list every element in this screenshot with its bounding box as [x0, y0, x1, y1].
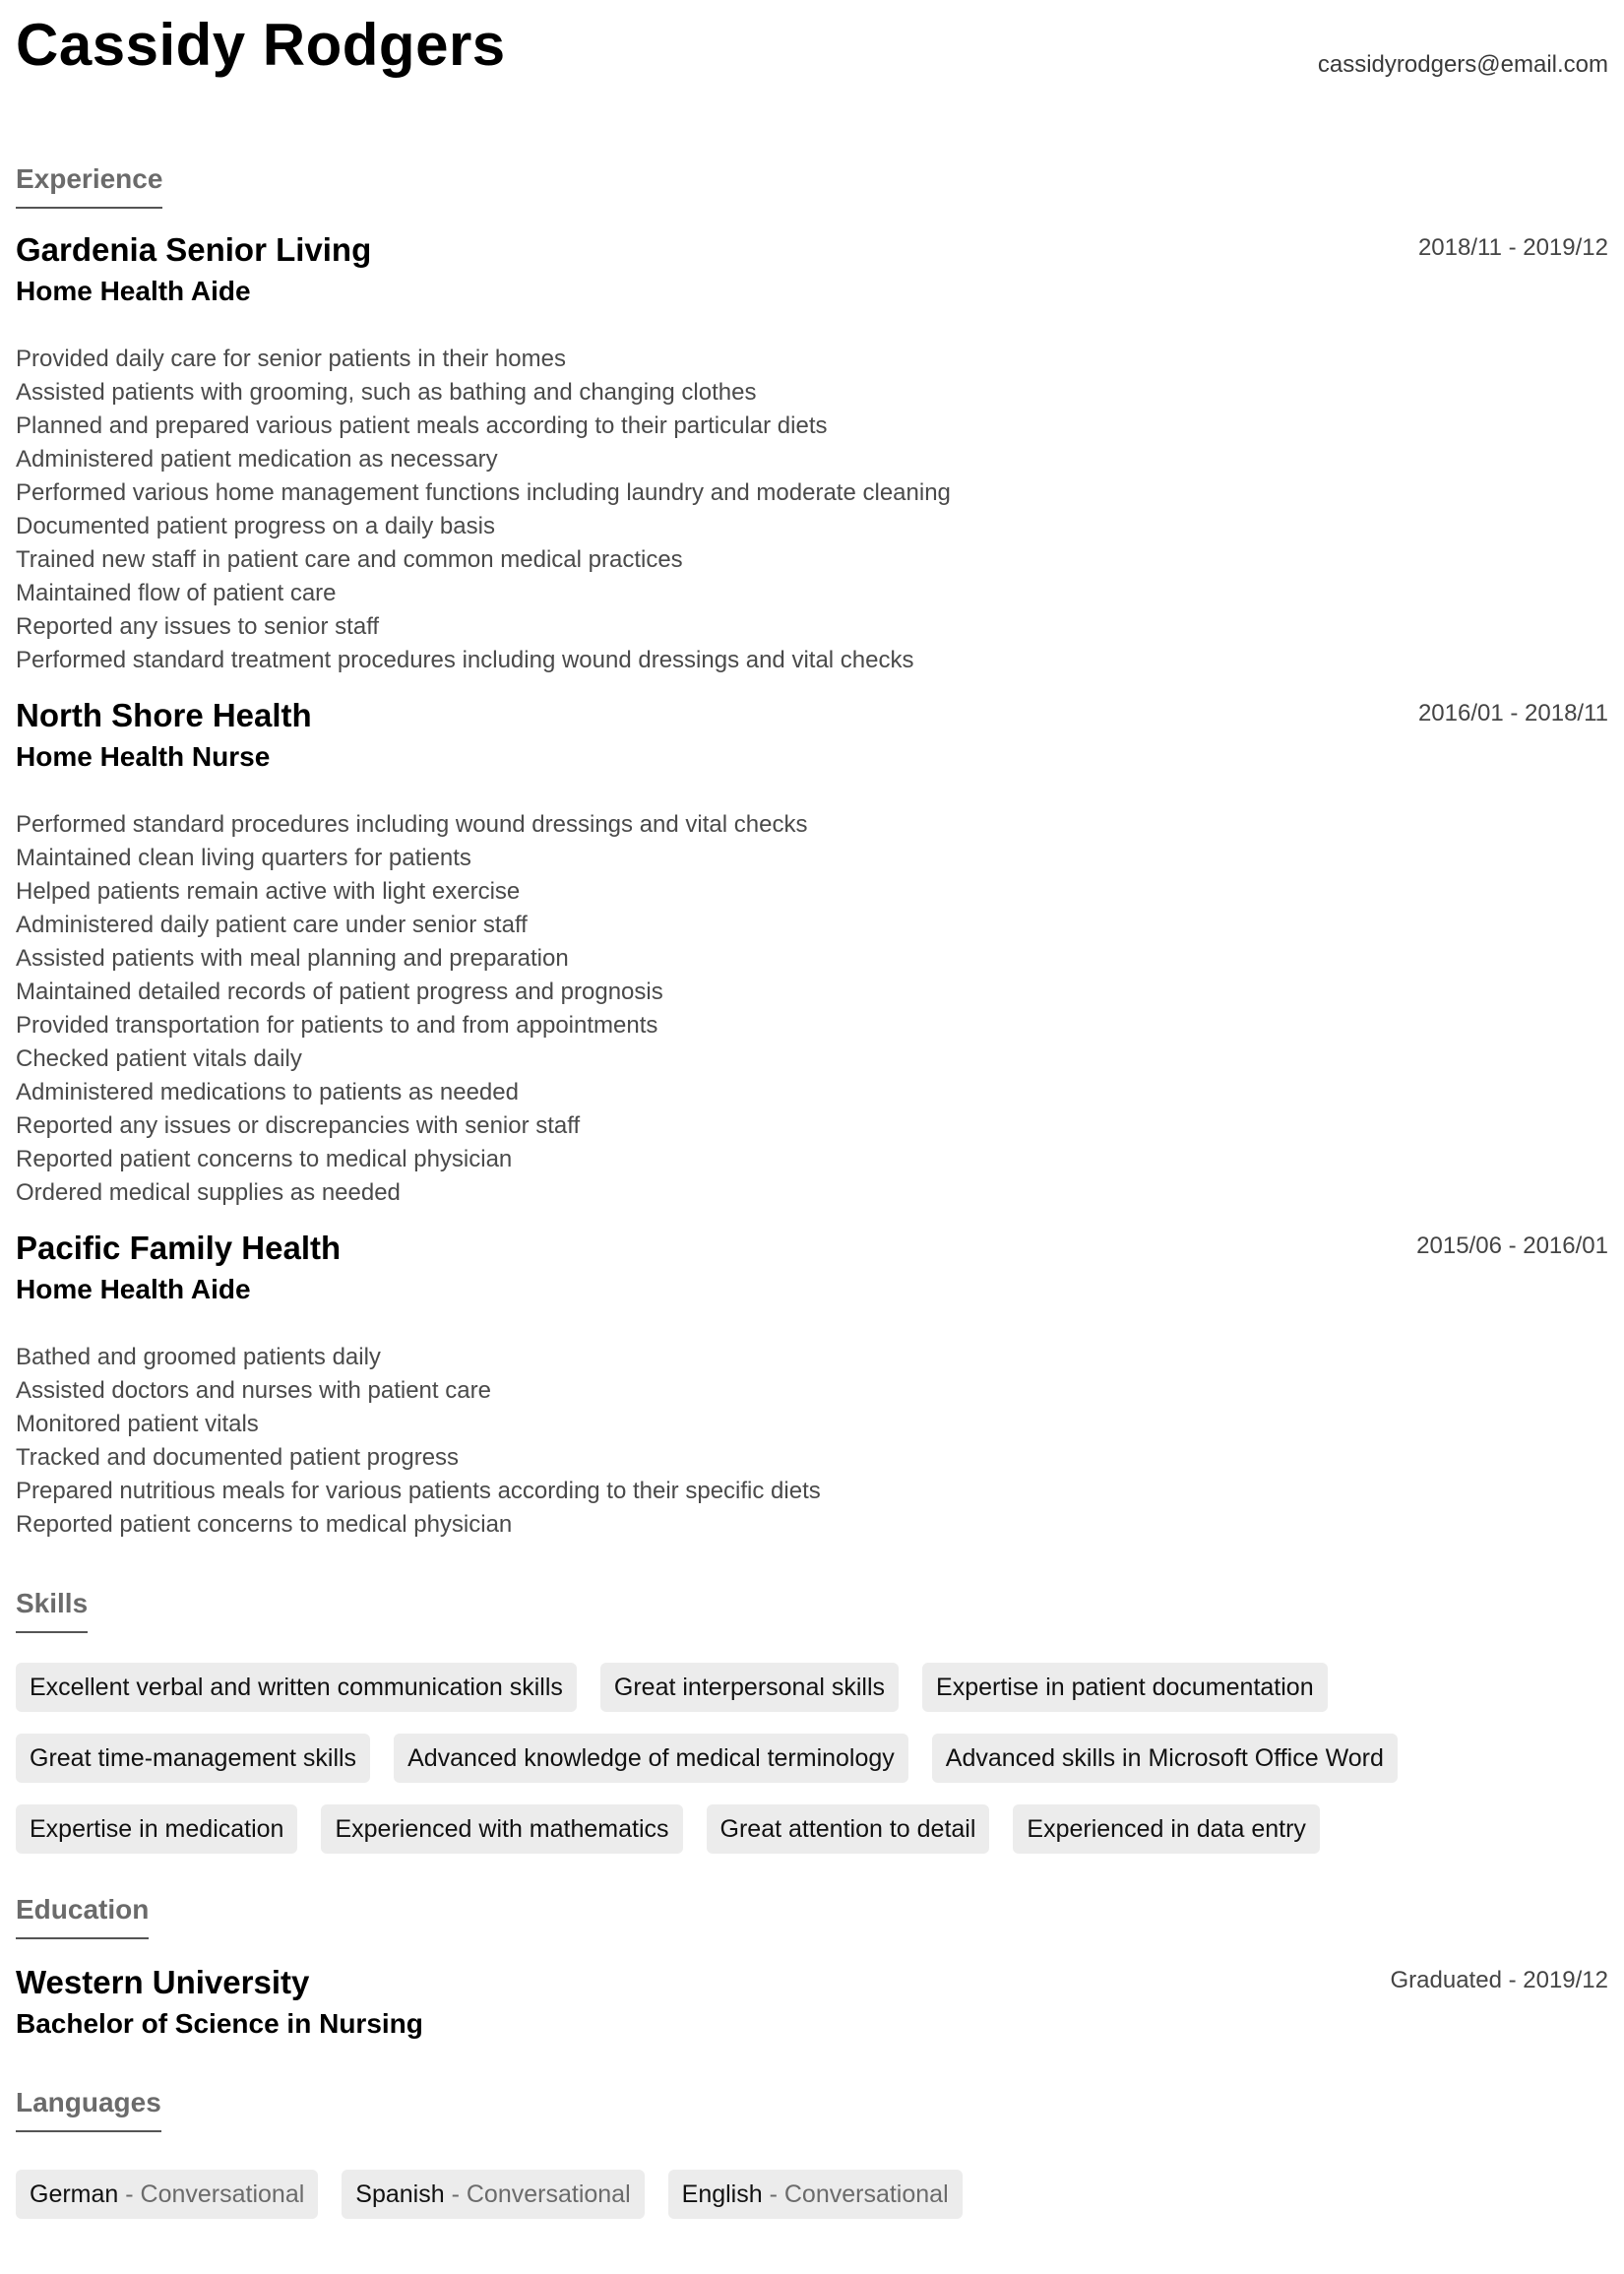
- duty-item: Provided transportation for patients to and from appointments: [16, 1012, 658, 1039]
- duty-item: Maintained flow of patient care: [16, 580, 337, 606]
- candidate-email[interactable]: cassidyrodgers@email.com: [1317, 51, 1608, 78]
- skills-section: [16, 1586, 1608, 1854]
- duty-item: Assisted doctors and nurses with patient care: [16, 1377, 491, 1404]
- duty-item: Documented patient progress on a daily basis: [16, 513, 495, 539]
- language-name: Spanish: [355, 2180, 445, 2208]
- language-separator: -: [444, 2180, 467, 2208]
- language-name: English: [681, 2180, 763, 2208]
- skill-chip: Experienced with mathematics: [321, 1804, 682, 1854]
- skill-chip: Great interpersonal skills: [600, 1663, 899, 1712]
- language-separator: -: [762, 2180, 784, 2208]
- job-entry: [16, 228, 1608, 677]
- duty-item: Reported patient concerns to medical physician: [16, 1511, 513, 1538]
- duty-item: Helped patients remain active with light exercise: [16, 878, 521, 905]
- duty-item: Bathed and groomed patients daily: [16, 1344, 381, 1370]
- duty-item: Provided daily care for senior patients in their homes: [16, 346, 566, 372]
- language-name: German: [30, 2180, 119, 2208]
- duty-item: Maintained clean living quarters for patients: [16, 845, 471, 871]
- language-level: Conversational: [140, 2180, 305, 2208]
- skill-chip: Experienced in data entry: [1013, 1804, 1320, 1854]
- duty-item: Reported any issues or discrepancies with senior staff: [16, 1112, 581, 1139]
- skill-chip: Great attention to detail: [707, 1804, 990, 1854]
- job-title: Home Health Nurse: [16, 741, 271, 772]
- duty-item: Performed standard procedures including wound dressings and vital checks: [16, 811, 808, 838]
- languages-section: [16, 2085, 1608, 2219]
- languages-chip-list: [16, 2170, 1453, 2219]
- duty-item: Trained new staff in patient care and common medical practices: [16, 546, 683, 573]
- job-dates: 2016/01 - 2018/11: [1417, 700, 1608, 726]
- education-heading: Education: [16, 1892, 149, 1939]
- skill-chip: Expertise in medication: [16, 1804, 297, 1854]
- language-level: Conversational: [783, 2180, 949, 2208]
- candidate-name: Cassidy Rodgers: [16, 12, 506, 78]
- language-chip: [16, 2170, 318, 2219]
- experience-heading: Experience: [16, 161, 162, 209]
- languages-heading: Languages: [16, 2085, 161, 2132]
- duty-item: Prepared nutritious meals for various patients according to their specific diets: [16, 1478, 821, 1504]
- duty-item: Maintained detailed records of patient progress and prognosis: [16, 979, 663, 1005]
- job-duties-list: [16, 1341, 1608, 1542]
- duty-item: Performed standard treatment procedures including wound dressings and vital checks: [16, 647, 914, 673]
- experience-section-header: [16, 161, 162, 209]
- job-dates: 2018/11 - 2019/12: [1417, 234, 1608, 261]
- job-title: Home Health Aide: [16, 276, 251, 306]
- job-title: Home Health Aide: [16, 1274, 251, 1304]
- job-duties-list: [16, 808, 1608, 1210]
- duty-item: Performed various home management functions including laundry and moderate cleaning: [16, 479, 951, 506]
- job-dates: 2015/06 - 2016/01: [1416, 1232, 1608, 1259]
- duty-item: Administered daily patient care under senior staff: [16, 912, 528, 938]
- language-chip: [342, 2170, 644, 2219]
- duty-item: Assisted patients with meal planning and preparation: [16, 945, 569, 972]
- job-entry: [16, 694, 1608, 1210]
- skill-chip: Advanced knowledge of medical terminology: [394, 1734, 908, 1783]
- duty-item: Administered medications to patients as needed: [16, 1079, 519, 1105]
- graduation-date: Graduated - 2019/12: [1390, 1967, 1608, 1993]
- job-company: North Shore Health: [16, 697, 312, 733]
- skills-heading: Skills: [16, 1586, 88, 1633]
- school-name: Western University: [16, 1964, 310, 2000]
- duty-item: Planned and prepared various patient meals according to their particular diets: [16, 412, 828, 439]
- duty-item: Assisted patients with grooming, such as bathing and changing clothes: [16, 379, 757, 406]
- resume-header: [16, 0, 1608, 148]
- language-level: Conversational: [466, 2180, 631, 2208]
- skill-chip: Advanced skills in Microsoft Office Word: [932, 1734, 1398, 1783]
- duty-item: Reported patient concerns to medical physician: [16, 1146, 513, 1172]
- duty-item: Administered patient medication as necessary: [16, 446, 498, 473]
- job-company: Pacific Family Health: [16, 1230, 342, 1266]
- skills-chip-list: [16, 1663, 1453, 1854]
- resume-page: [16, 0, 1608, 2208]
- duty-item: Monitored patient vitals: [16, 1411, 259, 1437]
- skill-chip: Great time-management skills: [16, 1734, 370, 1783]
- skill-chip: Excellent verbal and written communication skills: [16, 1663, 577, 1712]
- job-company: Gardenia Senior Living: [16, 231, 372, 268]
- job-entry: [16, 1227, 1608, 1542]
- language-chip: [668, 2170, 963, 2219]
- language-separator: -: [118, 2180, 141, 2208]
- degree-name: Bachelor of Science in Nursing: [16, 2008, 423, 2039]
- duty-item: Ordered medical supplies as needed: [16, 1179, 401, 1206]
- job-duties-list: [16, 343, 1608, 677]
- duty-item: Reported any issues to senior staff: [16, 613, 380, 640]
- skill-chip: Expertise in patient documentation: [922, 1663, 1328, 1712]
- education-section: [16, 1892, 1608, 1939]
- duty-item: Checked patient vitals daily: [16, 1045, 302, 1072]
- education-entry: [16, 1961, 1608, 2044]
- duty-item: Tracked and documented patient progress: [16, 1444, 460, 1471]
